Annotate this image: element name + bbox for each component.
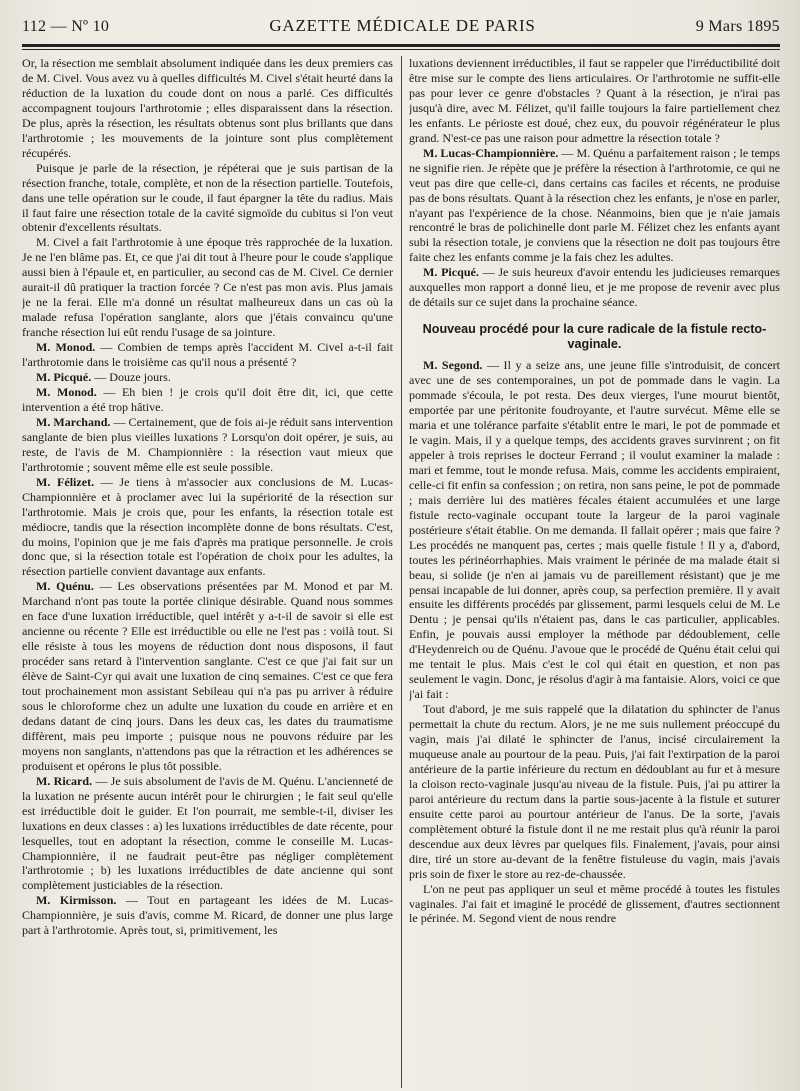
paragraph bbox=[409, 56, 780, 146]
paragraph-text: — Il y a seize ans, une jeune fille s'introduisit, de concert avec une de ses contemporaines, un pot de pommade dans le vagin. La pommade s'écoula, le pot resta. Des deux vierges, l'une mourut bientôt, emportée par une péritonite foudroyante, et l'autre survécut. Même elle se maria et une tolérance parfaite s'établit entre le mari, le pot de pommade et le vagin. Mais, il y a quelque temps, des accidents graves survinrent ; on fit appeler à trois reprises le docteur Ferrand ; il voulut examiner la malade : mari et femme, tout le monde refusa. Mais, comme les accidents empiraient, celle-ci fit enfin sa confession ; on retira, non sans peine, le pot de pommade ; mais derrière lui des matières fécales étaient accumulées et une large fistule recto-vaginale occupant toute la largeur de la paroi vaginale postérieure s'était établie. On me demanda. Il fallait opérer ; mais que faire ? Les procédés ne manquent pas, certes ; mais quelle fistule ! Il y a, d'abord, toutes les périnéorrhaphies. Mais vraiment le périnée de ma malade était si beau, si solide (je n'en ai jamais vu de pareillement résistant) que je me pensai incapable de lui donner, après coup, sa perfection première. Il y avait ensuite les différents procédés par glissement, parmi lesquels celui de M. Le Dentu ; je pensai qu'ils n'étaient pas, dans le cas particulier, applicables. Enfin, je pouvais aussi employer la méthode par dédoublement, celle d'Heydenreich ou de Quénu. J'avoue que le procédé de Quénu était celui qui me tentait le plus. Mais c'est le col qui était en question, et non pas seulement le vagin. Donc, je résolus d'agir à ma fantaisie. Alors, voici ce que j'ai fait : bbox=[408, 358, 780, 702]
paragraph-text: Puisque je parle de la résection, je répéterai que je suis partisan de la résection franche, totale, complète, et non de la résection partielle. Toutefois, dans une telle opération sur le coude, il faut épargner la tête du radius. Mais il faut faire une résection totale de la cavité sigmoïde du cubitus si l'on veut obtenir d'excellents résultats. bbox=[22, 160, 393, 235]
paragraph-text: — Tout en partageant les idées de M. Lucas-Championnière, je suis d'avis, comme M. Ricard, de donner une plus large part à l'arthrotomie. Après tout, si, primitivement, les bbox=[22, 893, 393, 938]
paragraph bbox=[22, 56, 393, 161]
speaker-name: M. Picqué. bbox=[36, 370, 92, 385]
paragraph bbox=[409, 702, 780, 881]
paragraph-text: Or, la résection me semblait absolument indiquée dans les deux premiers cas de M. Civel. Vous avez vu à quelles difficultés M. Civel s'était heurté dans la réduction de la luxation du coude dont on nous a parlé. Ces difficultés accompagnent toujours l'arthrotomie ; elles disparaissent dans la résection. De plus, après la résection, les résultats obtenus sont plus brillants que dans l'arthrotomie ; les mouvements de la jointure sont plus complètement récupérés. bbox=[22, 56, 393, 160]
paragraph bbox=[22, 385, 393, 415]
paragraph bbox=[22, 340, 393, 370]
paragraph bbox=[409, 265, 780, 310]
paragraph bbox=[22, 415, 393, 475]
speaker-name: M. Segond. bbox=[422, 358, 483, 373]
header-rule bbox=[22, 44, 780, 47]
paragraph-text: — Je suis heureux d'avoir entendu les judicieuses remarques auxquelles mon rapport a donné lieu, et je me propose de revenir avec plus de détails sur ce sujet dans la prochaine séance. bbox=[408, 265, 780, 310]
speaker-name: M. Quénu. bbox=[36, 579, 94, 594]
paragraph-text: — Les observations présentées par M. Monod et par M. Marchand n'ont pas toute la portée clinique désirable. Quand nous sommes en face d'une luxation irréductible, quel intérêt y a-t-il de savoir si elle est ancienne ou récente ? Elle est irréductible ou elle ne l'est pas : voilà tout. Si elle résiste à tous les moyens de réduction dont nous disposons, il faut procéder sans retard à l'intervention sanglante. C'est ce que j'ai fait sur un élève de Saint-Cyr qui avait une luxation de cinq semaines. C'est ce que fera tout prochainement mon assistant Sebileau qui n'a pas pu arriver à réduire sous le chloroforme chez un adulte une luxation du coude en arrière et en dedans datant de cinq jours. Dans les deux cas, les dates du traumatisme diffèrent, mais peu importe ; puisque nous ne pouvons réduire par les moyens non sanglants, n'attendons pas que la rétraction et les adhérences se produisent et opérons le plus tôt possible. bbox=[22, 579, 393, 773]
speaker-name: M. Monod. bbox=[36, 340, 96, 355]
speaker-name: M. Monod. bbox=[36, 384, 97, 399]
paragraph-text: Tout d'abord, je me suis rappelé que la dilatation du sphincter de l'anus permettait la chute du rectum. Alors, je ne me suis nullement préoccupé du vagin, mais j'ai dilaté le sphincter de l'anus, incisé circulairement la muqueuse anale au pourtour de la peau. Puis, j'ai fait l'extirpation de la paroi antérieure de la partie inférieure du rectum en dédoublant au fur et à mesure la cloison recto-vaginale jusqu'au niveau de la fistule. Puis, j'ai pu attirer la paroi antérieure du rectum dans la partie sous-jacente à la fistule et suturer ensuite cette paroi au pourtour antérieur de l'anus. De la sorte, j'avais complètement obturé la fistule dont il ne me restait plus qu'à réunir la paroi descendue aux deux lèvres par quelques fils. Finalement, j'avais, pour ainsi dire, tiré un store au-devant de la fenêtre fistuleuse du vagin, mais j'avais pris soin de fixer le store au rez-de-chaussée. bbox=[408, 702, 780, 881]
paragraph-text: — Combien de temps après l'accident M. Civel a-t-il fait l'arthrotomie dans le troisième cas qu'il nous a présenté ? bbox=[22, 340, 393, 370]
paragraph-text: — M. Quénu a parfaitement raison ; le temps ne signifie rien. Je répète que je préfère la résection à l'arthrotomie, ce qui ne veut pas dire que celle-ci, dans certains cas faciles et récents, ne produise pas de bons résultats. Quant à la résection chez les enfants, je n'ose en parler, n'ayant pas l'expérience de la chose. Néanmoins, bien que je n'aie jamais rencontré le bras de polichinelle dont parle M. Félizet chez les enfants ayant subi la résection totale, je conviens que la résection ne doit pas toujours être faite chez les enfants comme je la fais chez les adultes. bbox=[408, 145, 780, 265]
speaker-name: M. Félizet. bbox=[36, 474, 95, 489]
paragraph-text: — Douze jours. bbox=[91, 370, 171, 385]
right-column bbox=[409, 56, 780, 1088]
paragraph bbox=[22, 893, 393, 938]
paragraph-text: M. Civel a fait l'arthrotomie à une époque très rapprochée de la luxation. Je ne l'en blâme pas. Et, ce que j'ai dit tout à l'heure pour le coude s'applique aussi bien à l'épaule et, en particulier, au second cas de M. Civel. Ce dernier aurait-il dû pratiquer la traction forcée ? Ce n'est pas mon avis. Plus jamais je ne la ferai. Elle m'a donné un résultat malheureux dans un cas où la malade refusa l'opération sanglante, alors que j'étais convaincu qu'une franche résection lui eût rendu l'usage de sa jointure. bbox=[22, 235, 393, 340]
issue-date: 9 Mars 1895 bbox=[695, 18, 780, 35]
paragraph-text: — Je tiens à m'associer aux conclusions de M. Lucas-Championnière et à proclamer avec lui la supériorité de la résection sur l'arthrotomie. Mais je crois que, pour les enfants, la résection totale est médiocre, tandis que la résection incomplète donne de bons résultats. C'est, du moins, l'opinion que je me fais d'après ma pratique personnelle. Je crois donc que, si la résection totale est l'opération de choix pour les adultes, la résection partielle convient davantage aux enfants. bbox=[22, 474, 393, 579]
paragraph bbox=[409, 882, 780, 927]
paragraph-text: luxations deviennent irréductibles, il faut se rappeler que l'irréductibilité doit être mise sur le compte des liens articulaires. Or l'arthrotomie ne suffit-elle pas pour lever ce genre d'obstacles ? Quant à la résection, je n'irai pas jusqu'à dire, avec M. Félizet, qu'il faille toujours la faire partiellement chez les enfants. Le périoste est doué, chez eux, du pouvoir régénérateur le plus grand. N'est-ce pas une raison pour admettre la résection totale ? bbox=[408, 56, 780, 145]
paragraph bbox=[22, 579, 393, 773]
speaker-name: M. Lucas-Championnière. bbox=[422, 145, 559, 160]
speaker-name: M. Marchand. bbox=[36, 414, 111, 429]
header-rule-thin bbox=[22, 49, 780, 50]
column-divider bbox=[401, 56, 402, 1088]
speaker-name: M. Picqué. bbox=[422, 265, 479, 280]
paragraph bbox=[22, 774, 393, 894]
paragraph-text: — Je suis absolument de l'avis de M. Quénu. L'ancienneté de la luxation ne présente aucun intérêt pour le chirurgien ; le fait seul qu'elle est irréductible doit le guider. Et l'on pourrait, me semble-t-il, diviser les luxations en deux classes : a) les luxations irréductibles de date récente, pour lesquelles, tout en adoptant la résection, comme le conseille M. Lucas-Championnière, il ne faudrait peut-être pas négliger complètement l'arthrotomie ; b) les luxations irréductibles de date ancienne qui sont complètement justiciables de la résection. bbox=[22, 773, 393, 893]
journal-title: GAZETTE MÉDICALE DE PARIS bbox=[269, 16, 536, 35]
section-title: Nouveau procédé pour la cure radicale de la fistule recto-vaginale. bbox=[422, 322, 767, 352]
speaker-name: M. Kirmisson. bbox=[36, 893, 117, 908]
paragraph bbox=[22, 475, 393, 580]
text-columns bbox=[22, 56, 780, 1088]
left-column bbox=[22, 56, 393, 1088]
paragraph bbox=[409, 146, 780, 266]
paragraph-text: — Certainement, que de fois ai-je réduit sans intervention sanglante de bien plus vieilles luxations ? Lorsqu'on doit opérer, je suis, au reste, de l'avis de M. Championnière : la résection vaut mieux que l'arthrotomie ; souvent même elle est seule possible. bbox=[22, 414, 393, 474]
page-number: 112 — Nº 10 bbox=[22, 18, 110, 35]
page-header bbox=[22, 16, 780, 38]
paragraph bbox=[22, 235, 393, 340]
paragraph bbox=[409, 358, 780, 702]
paragraph bbox=[22, 161, 393, 236]
paragraph-text: — Eh bien ! je crois qu'il doit être dit, ici, que cette intervention a été trop hâtive. bbox=[22, 384, 393, 414]
paragraph-text: L'on ne peut pas appliquer un seul et même procédé à toutes les fistules vaginales. J'ai fait et imaginé le procédé de glissement, d'autres sectionnent le périnée. M. Segond vient de nous rendre bbox=[408, 881, 780, 926]
speaker-name: M. Ricard. bbox=[36, 773, 93, 788]
paragraph bbox=[22, 370, 393, 385]
